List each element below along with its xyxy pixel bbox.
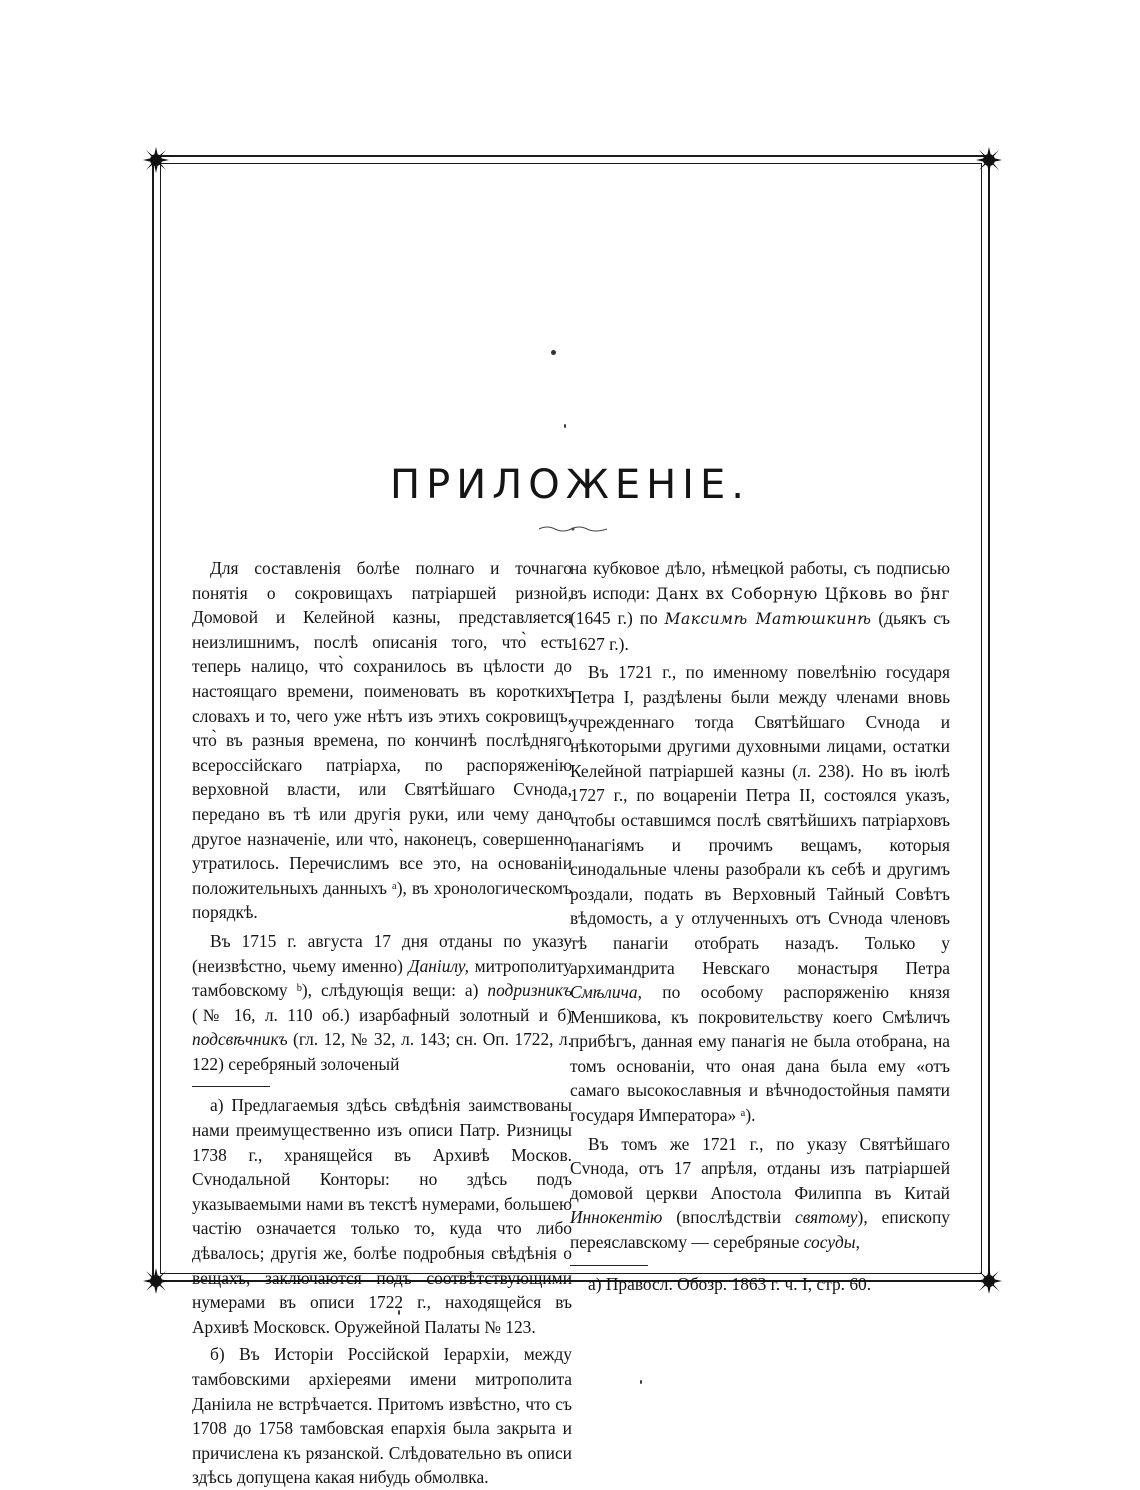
right-paragraph-1: на кубковое дѣло, нѣмецкой работы, съ подписью въ исподи: Данх вх Соборную Цр̃ковь во р̃нг (1645 г.) по Максимѣ Матюшкинѣ (дьякъ съ 1627 г.). <box>570 558 951 654</box>
frame-left-outer <box>152 155 154 1282</box>
right-paragraph-3: Въ томъ же 1721 г., по указу Святѣйшаго Сvнода, отъ 17 апрѣля, отданы изъ патріаршей домовой церкви Апостола Филиппа въ Китай Иннокентію (впослѣдствіи святому), епископу переяславскому — серебряные сосуды, <box>570 1133 950 1253</box>
footnote-b-left: б) Въ Исторіи Россійской Іерархіи, между тамбовскими архіереями имени митрополита Даніила не встрѣчается. Притомъ извѣстно, что съ 1708 до 1758 тамбовская епархія была закрыта и причислена къ рязанской. Слѣдовательно въ описи здѣсь допущена какая нибудь обмолвка. <box>192 1344 572 1488</box>
scan-speck <box>564 424 566 428</box>
scan-speck <box>551 350 556 355</box>
corner-ornament-icon <box>141 145 171 175</box>
scan-speck <box>640 1380 642 1384</box>
frame-right-inner <box>981 163 982 1274</box>
footnote-a-left: а) Предлагаемыя здѣсь свѣдѣнія заимствованы нами преимущественно изъ описи Патр. Ризницы 1738 г., хранящейся въ Архивѣ Москов. Сvнодальной Конторы: но здѣсь подъ указываемыми нами въ текстѣ нумерами, большею частію означается только то, куда что либо дѣвалось; другія же, болѣе подробныя свѣдѣнія о вещахъ, заключаются подъ соотвѣтствующими нумерами въ описи 1722 г., находящейся въ Архивѣ Московск. Оружейной Палаты № 123. <box>192 1095 572 1337</box>
left-paragraph-1: Для составленія болѣе полнаго и точнаго понятія о сокровищахъ патріаршей ризной, Домовой и Келейной казны, представляется неизлишнимъ, послѣ описанія того, что̀ есть теперь налицо, что̀ сохранилось въ цѣлости до настоящаго времени, поименовать въ короткихъ словахъ и то, чего уже нѣтъ изъ этихъ сокровищъ, что̀ въ разныя времена, по кончинѣ послѣдняго всероссійскаго патріарха, по распоряженію верховной власти, или Святѣйшаго Сvнода, передано въ тѣ или другія руки, или чему дано другое назначеніе, или что̀, наконецъ, совершенно утратилось. Перечислимъ все это, на основаніи положительныхъ данныхъ ᵃ), въ хронологическомъ порядкѣ. <box>192 558 572 923</box>
title-ornament-icon <box>537 524 609 534</box>
corner-ornament-icon <box>974 145 1004 175</box>
corner-ornament-icon <box>141 1266 171 1296</box>
frame-top-inner <box>160 163 982 164</box>
corner-ornament-icon <box>974 1266 1004 1296</box>
frame-left-inner <box>160 163 161 1274</box>
footnote-rule <box>570 1265 648 1266</box>
right-column <box>570 556 950 1296</box>
footnote-rule <box>192 1086 270 1087</box>
frame-top-outer <box>152 155 990 157</box>
page-title: ПРИЛОЖЕНІЕ. <box>390 462 750 508</box>
frame-right-outer <box>988 155 990 1282</box>
right-paragraph-2: Въ 1721 г., по именному повелѣнію государя Петра I, раздѣлены были между членами вновь учрежденнаго тогда Святѣйшаго Сvнода и нѣкоторыми другими духовными лицами, остатки Келейной патріаршей казны (л. 238). Но въ іюлѣ 1727 г., по воцареніи Петра II, состоялся указъ, чтобы оставшимся послѣ святѣйшихъ патріарховъ панагіямъ и прочимъ вещамъ, которыя синодальные члены разобрали къ себѣ и другимъ роздали, подать въ Верховный Тайный Совѣтъ вѣдомость, а у отлученныхъ отъ Сvнода членовъ тѣ панагіи отобрать назадъ. Только у архимандрита Невскаго монастыря Петра Смѣлича, по особому распоряженію князя Меншикова, къ покровительству коего Смѣличъ прибѣгъ, данная ему панагія не была отобрана, на томъ основаніи, что оная дана была ему «отъ самаго высокославныя и вѣчнодостойныя памяти государя Императора» ᵃ). <box>570 662 950 1126</box>
footnote-a-right: а) Правосл. Обозр. 1863 г. ч. I, стр. 60. <box>588 1273 872 1294</box>
left-column <box>192 556 572 1490</box>
left-paragraph-2: Въ 1715 г. августа 17 дня отданы по указу (неизвѣстно, чьему именно) Даніилу, митрополиту тамбовскому ᵇ), слѣдующія вещи: а) подризникъ (№ 16, л. 110 об.) изарбафный золотный и б) подсвѣчникъ (гл. 12, № 32, л. 143; сн. Оп. 1722, л. 122) серебряный золоченый <box>192 930 572 1074</box>
